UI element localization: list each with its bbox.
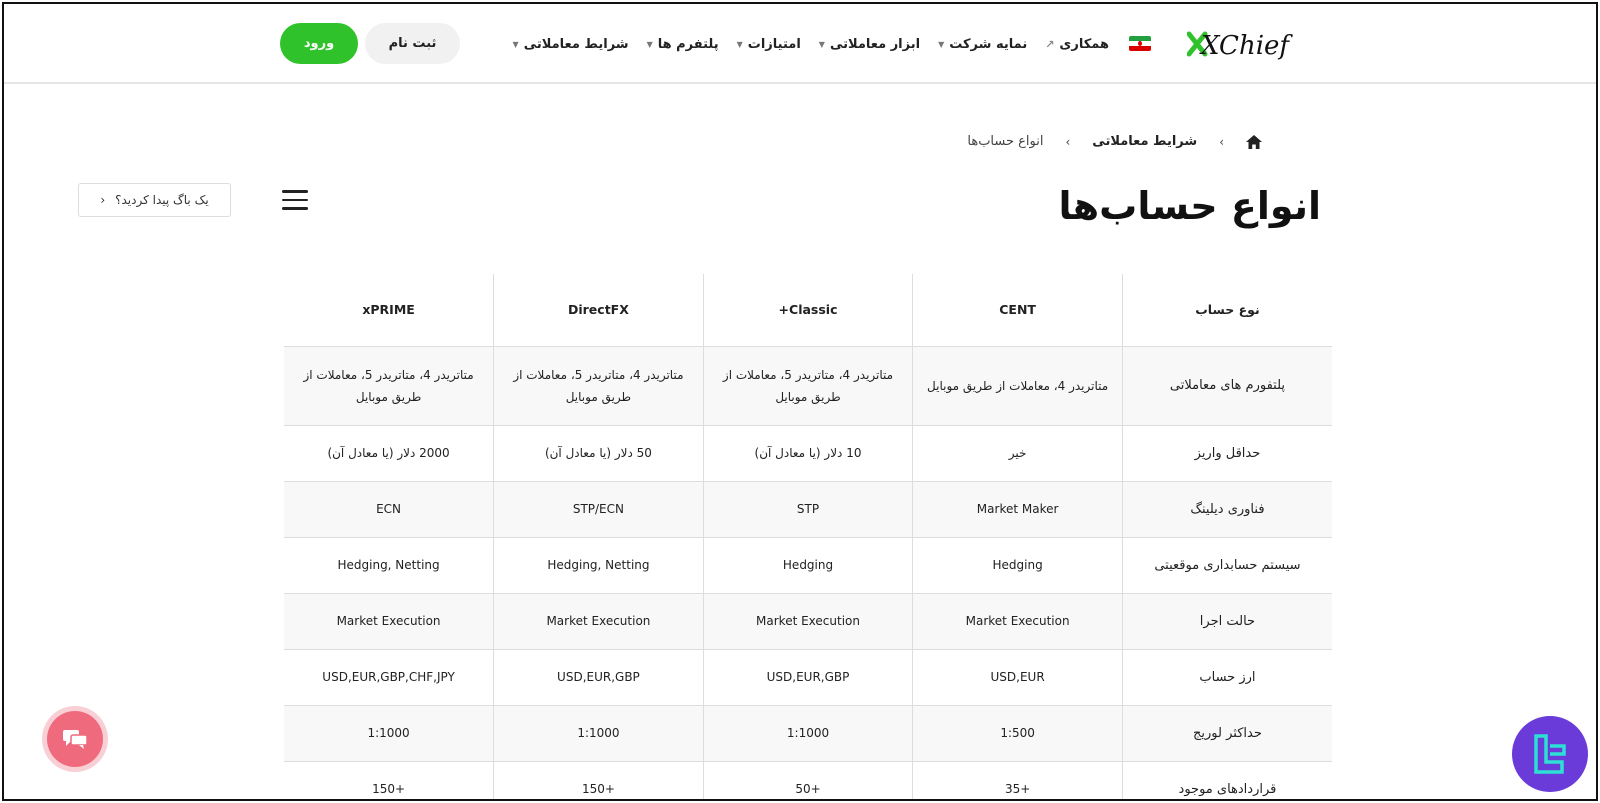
table-cell: حداقل واریز [1122, 425, 1332, 481]
table-cell: 50 دلار (یا معادل آن) [494, 425, 704, 481]
table-row [284, 346, 1332, 425]
table-cell: USD,EUR [913, 649, 1123, 705]
nav-partnership[interactable] [1045, 37, 1109, 52]
table-cell: قراردادهای موجود [1122, 761, 1332, 801]
chevron-down-icon: ▼ [646, 39, 653, 49]
table-cell: Hedging, Netting [494, 537, 704, 593]
chat-bubble-icon [63, 728, 87, 750]
table-cell: سیستم حسابداری موقعیتی [1122, 537, 1332, 593]
table-row [284, 761, 1332, 801]
account-types-table [284, 274, 1332, 801]
external-link-icon: ↗ [1045, 37, 1055, 51]
nav-label: ابزار معاملاتی [829, 36, 921, 52]
table-cell: 1:1000 [703, 705, 913, 761]
breadcrumb [967, 134, 1262, 149]
page-frame [2, 2, 1598, 801]
svg-text:XChief: XChief [1201, 31, 1290, 61]
table-cell: Hedging [703, 537, 913, 593]
chevron-right-icon: › [100, 193, 106, 207]
report-bug-button[interactable] [78, 183, 231, 217]
chevron-left-icon: ‹ [1065, 134, 1071, 149]
table-cell: Market Execution [284, 593, 494, 649]
nav-platforms[interactable] [647, 37, 719, 52]
page-title: انواع حساب‌ها [1058, 184, 1321, 228]
table-cell: Market Execution [494, 593, 704, 649]
table-cell: Market Execution [913, 593, 1123, 649]
nav-label: امتیازات [747, 36, 801, 52]
table-cell: متاتریدر 4، متاتریدر 5، معاملات از طریق موبایل [703, 346, 913, 425]
table-cell: Hedging [913, 537, 1123, 593]
table-cell: حالت اجرا [1122, 593, 1332, 649]
table-cell: متاتریدر 4، متاتریدر 5، معاملات از طریق موبایل [284, 346, 494, 425]
table-cell: 1:500 [913, 705, 1123, 761]
table-cell: حداکثر لوریج [1122, 705, 1332, 761]
table-header: Classic+ [703, 274, 913, 346]
chevron-down-icon: ▼ [818, 39, 825, 49]
table-cell: +150 [284, 761, 494, 801]
report-bug-label: یک باگ پیدا کردید؟ [115, 193, 209, 207]
table-header: DirectFX [494, 274, 704, 346]
table-cell: USD,EUR,GBP [703, 649, 913, 705]
chevron-down-icon: ▼ [938, 39, 945, 49]
breadcrumb-current: انواع حساب‌ها [967, 134, 1044, 149]
nav-label: پلتفرم ها [657, 36, 719, 52]
table-cell: STP [703, 481, 913, 537]
table-row [284, 593, 1332, 649]
watermark-logo [1512, 716, 1588, 792]
hamburger-menu-icon[interactable] [282, 190, 308, 210]
nav-label: شرایط معاملاتی [523, 36, 629, 52]
nav-label: همکاری [1059, 36, 1109, 52]
table-cell: خیر [913, 425, 1123, 481]
table-cell: متاتریدر 4، متاتریدر 5، معاملات از طریق موبایل [494, 346, 704, 425]
table-cell: Market Execution [703, 593, 913, 649]
signup-button[interactable]: ثبت نام [365, 23, 460, 64]
table-cell: Hedging, Netting [284, 537, 494, 593]
table-cell: USD,EUR,GBP [494, 649, 704, 705]
main-nav [513, 31, 1109, 57]
breadcrumb-parent-link[interactable]: شرایط معاملاتی [1092, 134, 1198, 149]
table-cell: فناوری دیلینگ [1122, 481, 1332, 537]
table-cell: +150 [494, 761, 704, 801]
chevron-down-icon: ▼ [512, 39, 519, 49]
table-cell: ارز حساب [1122, 649, 1332, 705]
table-cell: USD,EUR,GBP,CHF,JPY [284, 649, 494, 705]
chevron-left-icon: ‹ [1219, 134, 1224, 149]
login-button[interactable]: ورود [280, 23, 358, 64]
table-cell: 2000 دلار (یا معادل آن) [284, 425, 494, 481]
home-icon[interactable] [1246, 135, 1262, 149]
table-header: xPRIME [284, 274, 494, 346]
table-header: نوع حساب [1122, 274, 1332, 346]
table-header: CENT [913, 274, 1123, 346]
chevron-down-icon: ▼ [736, 39, 743, 49]
table-row [284, 537, 1332, 593]
table-cell: 1:1000 [284, 705, 494, 761]
table-row [284, 425, 1332, 481]
site-header [4, 4, 1596, 84]
table-cell: ECN [284, 481, 494, 537]
table-cell: +50 [703, 761, 913, 801]
table-row [284, 705, 1332, 761]
table-cell: پلتفورم های معاملاتی [1122, 346, 1332, 425]
table-row [284, 481, 1332, 537]
nav-company-profile[interactable] [938, 37, 1027, 52]
table-cell: 10 دلار (یا معادل آن) [703, 425, 913, 481]
xchief-logo[interactable] [1187, 24, 1299, 66]
nav-trading-tools[interactable] [819, 37, 920, 52]
table-cell: 1:1000 [494, 705, 704, 761]
table-cell: Market Maker [913, 481, 1123, 537]
table-cell: متاتریدر 4، معاملات از طریق موبایل [913, 346, 1123, 425]
nav-benefits[interactable] [737, 37, 801, 52]
table-header-row [284, 274, 1332, 346]
table-cell: STP/ECN [494, 481, 704, 537]
nav-trading-conditions[interactable] [513, 37, 629, 52]
iran-flag-icon[interactable] [1129, 36, 1151, 51]
table-row [284, 649, 1332, 705]
chat-support-button[interactable] [47, 711, 103, 767]
table-cell: +35 [913, 761, 1123, 801]
nav-label: نمایه شرکت [949, 36, 1028, 52]
brand-mark-icon [1528, 732, 1572, 776]
